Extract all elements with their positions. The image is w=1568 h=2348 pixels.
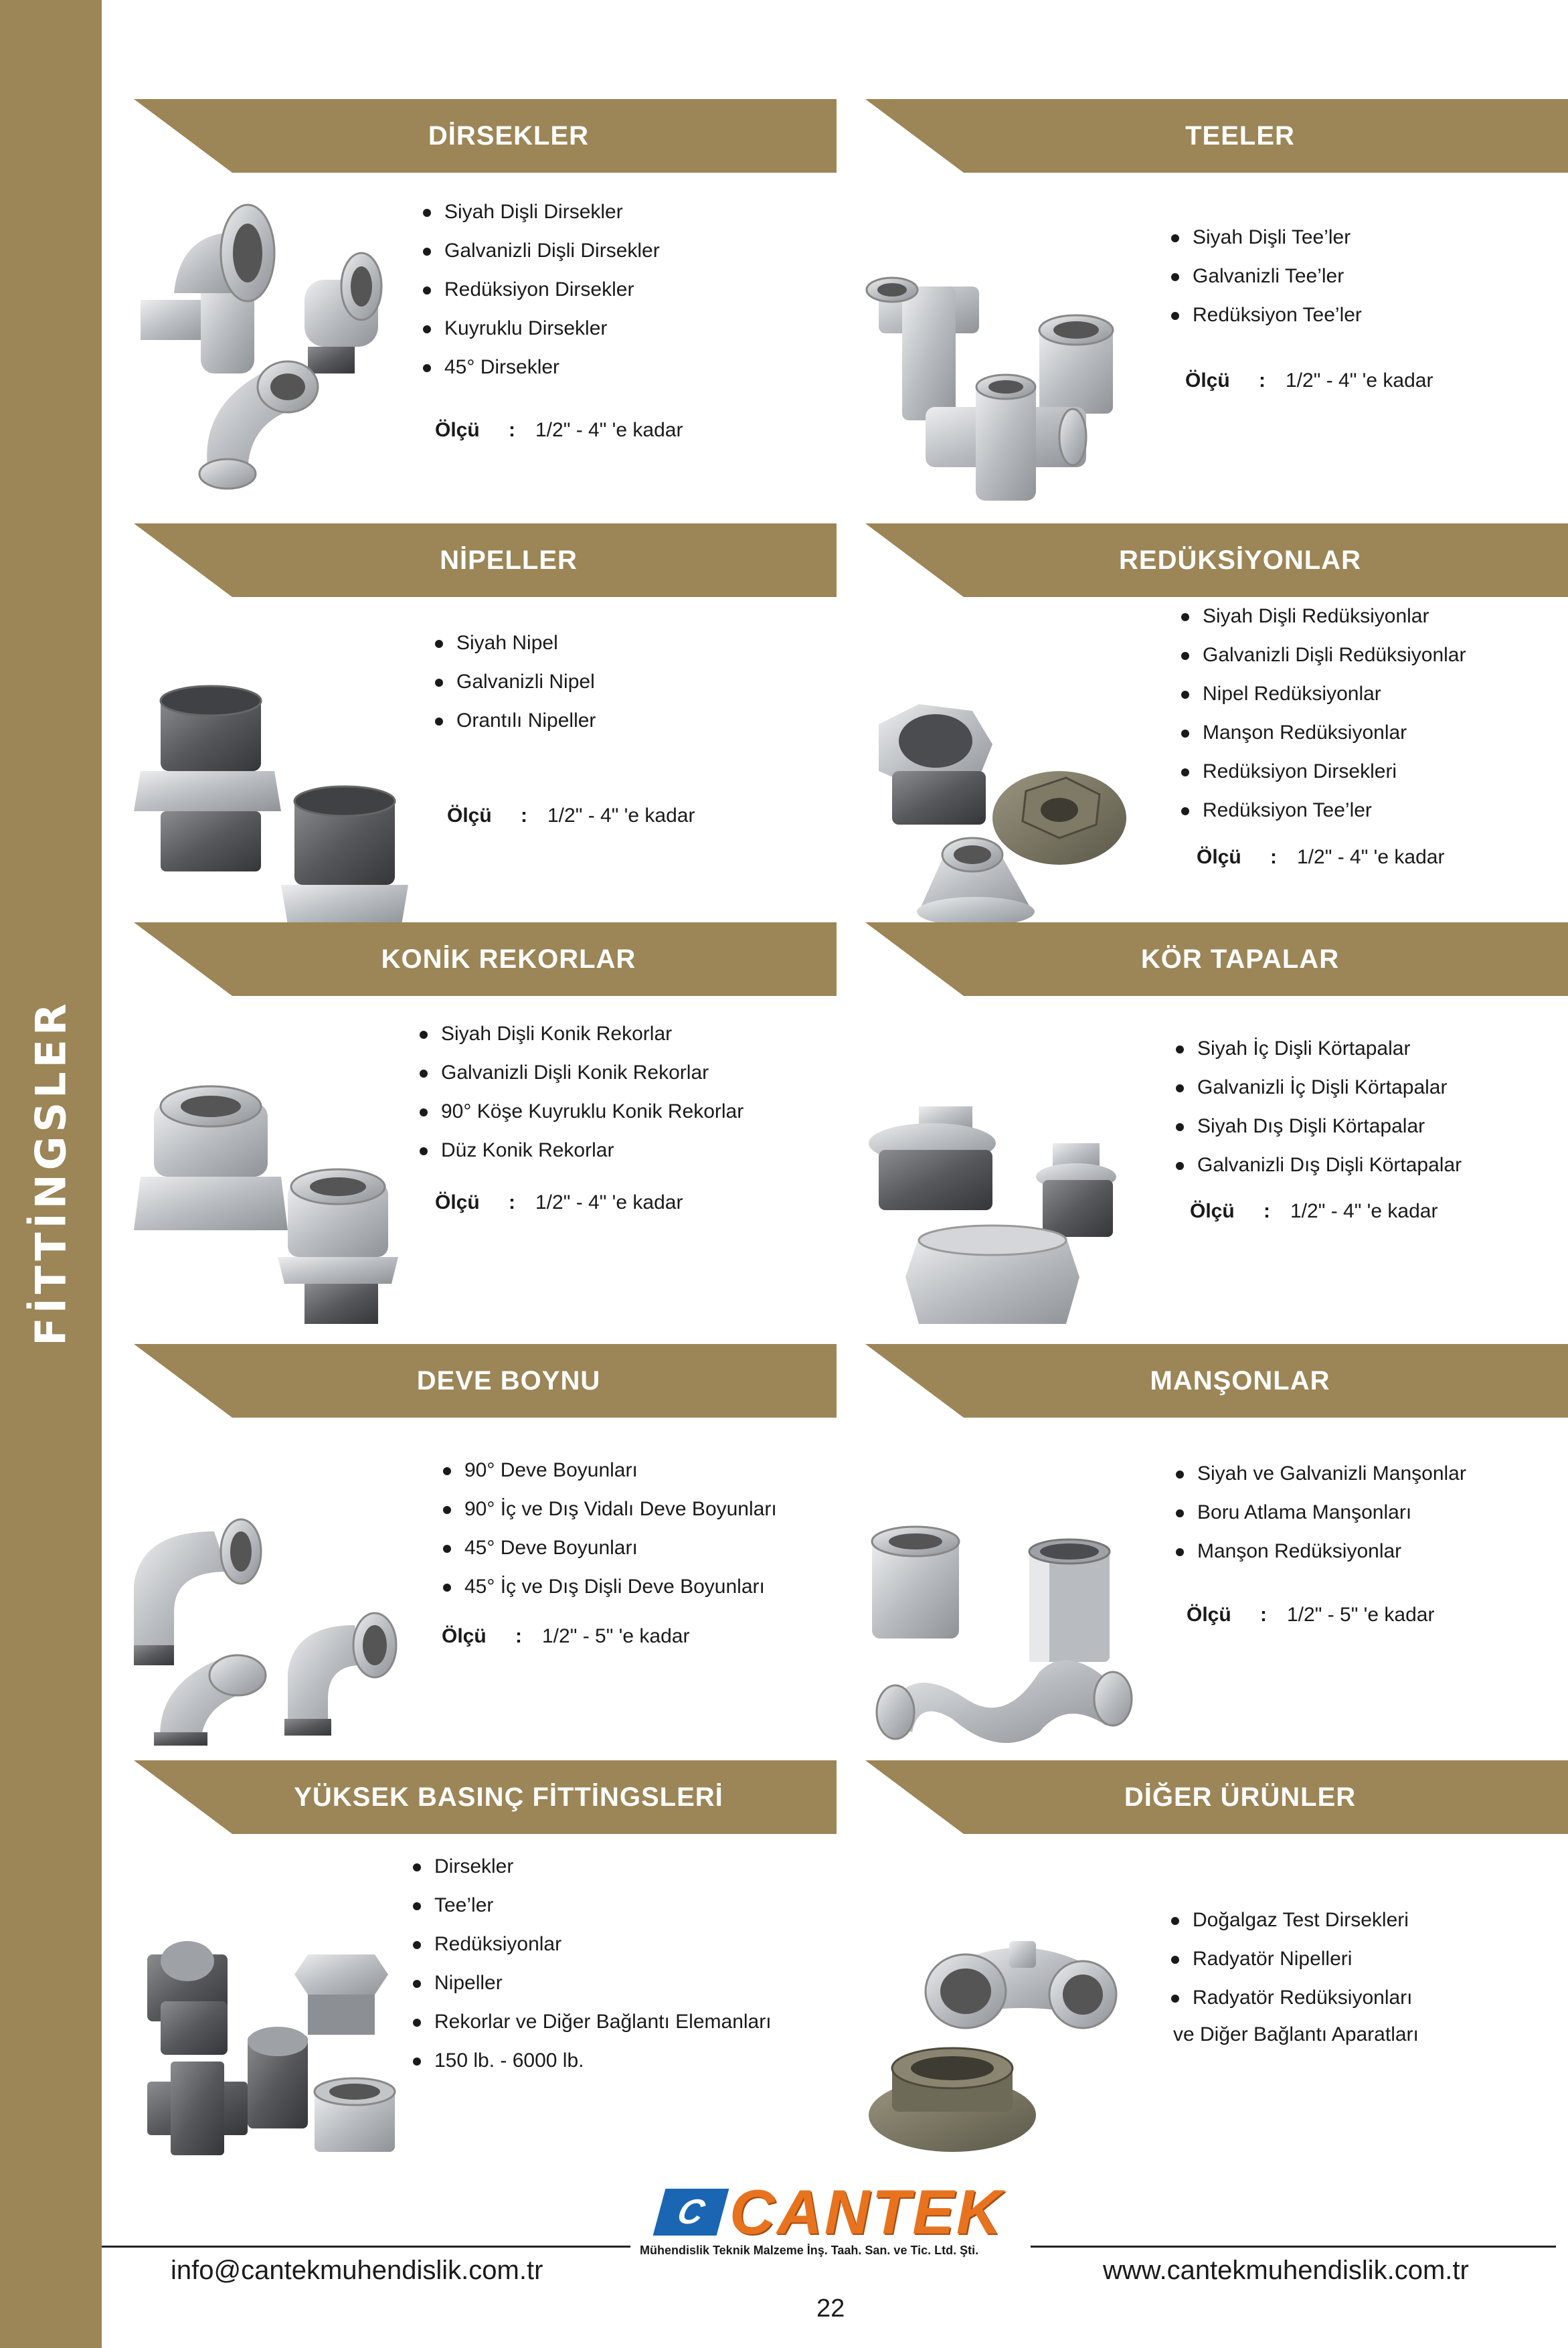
size-colon: : — [509, 1191, 515, 1213]
size-colon: : — [1259, 369, 1266, 392]
other-products-image — [865, 1847, 1146, 2162]
size-row — [447, 805, 695, 827]
section-title: NİPELLER — [440, 546, 578, 575]
section-title: TEELER — [1185, 121, 1295, 151]
size-value: 1/2" - 4" 'e kadar — [547, 805, 695, 827]
side-title: FİTTİNGSLER — [26, 999, 76, 1346]
footer-rule-left — [102, 2246, 630, 2248]
list-item: Siyah Nipel — [434, 624, 596, 663]
size-label: Ölçü — [447, 805, 492, 827]
section-kor-tapalar — [865, 922, 1568, 1324]
extra-line: ve Diğer Bağlantı Aparatları — [1173, 2023, 1419, 2045]
list-item: Manşon Redüksiyonlar — [1174, 1532, 1466, 1571]
list-item: Manşon Redüksiyonlar — [1180, 714, 1466, 752]
footer-website[interactable]: www.cantekmuhendislik.com.tr — [1103, 2256, 1469, 2285]
section-konik-rekorlar — [134, 922, 837, 1324]
item-list — [1174, 1454, 1466, 1571]
size-label: Ölçü — [435, 1191, 480, 1213]
list-item: Dirsekler — [412, 1847, 772, 1886]
list-item: Radyatör Nipelleri — [1170, 1940, 1413, 1979]
list-item: Kuyruklu Dirsekler — [422, 309, 660, 348]
item-list — [1180, 597, 1466, 830]
size-value: 1/2" - 4" 'e kadar — [535, 419, 683, 441]
section-nipeller — [134, 523, 837, 898]
size-label: Ölçü — [1185, 369, 1230, 392]
high-pressure-fittings-image — [134, 1847, 415, 2162]
size-colon: : — [1260, 1604, 1267, 1626]
list-item: Nipeller — [412, 1964, 772, 2003]
size-colon: : — [515, 1625, 522, 1647]
list-item: 45° Dirsekler — [422, 348, 660, 387]
section-teeler — [865, 99, 1568, 501]
size-label: Ölçü — [1190, 1200, 1235, 1222]
logo-text: CANTEK — [729, 2177, 1004, 2247]
list-item: Siyah İç Dişli Körtapalar — [1174, 1029, 1462, 1068]
size-value: 1/2" - 4" 'e kadar — [1286, 369, 1433, 392]
size-row — [435, 419, 683, 442]
list-item: Galvanizli Dişli Redüksiyonlar — [1180, 636, 1466, 675]
logo-mark-icon: C — [653, 2189, 729, 2236]
list-item: Galvanizli Dişli Dirsekler — [422, 232, 660, 270]
section-mansonlar — [865, 1344, 1568, 1746]
list-item: Galvanizli Tee’ler — [1170, 257, 1362, 296]
section-title: YÜKSEK BASINÇ FİTTİNGSLERİ — [294, 1782, 723, 1812]
list-item: Redüksiyon Tee’ler — [1180, 791, 1466, 830]
footer-rule-right — [1031, 2246, 1556, 2248]
plug-fittings-image — [865, 1009, 1146, 1324]
list-item: Redüksiyon Dirsekleri — [1180, 752, 1466, 791]
list-item: Tee’ler — [412, 1886, 772, 1925]
section-title: DİRSEKLER — [428, 121, 590, 151]
list-item: 150 lb. - 6000 lb. — [412, 2041, 772, 2080]
size-value: 1/2" - 4" 'e kadar — [535, 1191, 683, 1213]
footer-email[interactable]: info@cantekmuhendislik.com.tr — [171, 2256, 543, 2285]
item-list — [412, 1847, 772, 2080]
list-item: Siyah Dişli Dirsekler — [422, 193, 660, 232]
list-item: Rekorlar ve Diğer Bağlantı Elemanları — [412, 2003, 772, 2041]
size-row — [1197, 846, 1444, 869]
bend-fittings-image — [134, 1431, 415, 1746]
list-item: 90° İç ve Dış Vidalı Deve Boyunları — [442, 1490, 777, 1529]
union-fittings-image — [134, 1009, 415, 1324]
size-label: Ölçü — [442, 1625, 487, 1647]
size-value: 1/2" - 5" 'e kadar — [542, 1625, 690, 1647]
size-row — [1187, 1604, 1434, 1626]
size-value: 1/2" - 5" 'e kadar — [1287, 1604, 1435, 1626]
section-title: DEVE BOYNU — [416, 1366, 601, 1396]
list-item: Siyah Dişli Konik Rekorlar — [418, 1015, 744, 1054]
section-title: MANŞONLAR — [1150, 1366, 1330, 1396]
size-row — [442, 1625, 689, 1648]
list-item: Boru Atlama Manşonları — [1174, 1493, 1466, 1532]
list-item: 90° Köşe Kuyruklu Konik Rekorlar — [418, 1092, 744, 1131]
list-item: Düz Konik Rekorlar — [418, 1131, 744, 1170]
list-item: Siyah ve Galvanizli Manşonlar — [1174, 1454, 1466, 1493]
section-title: KÖR TAPALAR — [1140, 944, 1340, 974]
section-title: REDÜKSİYONLAR — [1119, 546, 1361, 575]
list-item: Galvanizli Dış Dişli Körtapalar — [1174, 1146, 1462, 1185]
tee-fittings-image — [865, 186, 1146, 501]
item-list — [434, 624, 596, 740]
reducer-fittings-image — [865, 610, 1146, 925]
list-item: Galvanizli Nipel — [434, 663, 596, 701]
size-label: Ölçü — [435, 419, 480, 441]
list-item: Doğalgaz Test Dirsekleri — [1170, 1901, 1413, 1940]
company-name: Mühendislik Teknik Malzeme İnş. Taah. San. ve Tic. Ltd. Şti. — [640, 2244, 979, 2257]
list-item: Redüksiyonlar — [412, 1925, 772, 1964]
section-diger-urunler — [865, 1760, 1568, 2162]
size-colon: : — [1264, 1200, 1270, 1222]
item-list — [418, 1015, 744, 1170]
list-item: 45° İç ve Dış Dişli Deve Boyunları — [442, 1568, 777, 1606]
section-reduksiyonlar — [865, 523, 1568, 898]
size-row — [1185, 369, 1433, 392]
size-label: Ölçü — [1197, 846, 1241, 868]
list-item: Siyah Dişli Redüksiyonlar — [1180, 597, 1466, 636]
list-item: 45° Deve Boyunları — [442, 1529, 777, 1568]
item-list — [422, 193, 660, 387]
elbow-fittings-image — [134, 186, 415, 501]
page-number: 22 — [816, 2294, 845, 2323]
coupling-fittings-image — [865, 1431, 1146, 1746]
list-item: Orantılı Nipeller — [434, 701, 596, 740]
size-row — [435, 1191, 683, 1214]
list-item: Galvanizli Dişli Konik Rekorlar — [418, 1054, 744, 1092]
size-value: 1/2" - 4" 'e kadar — [1290, 1200, 1438, 1222]
size-colon: : — [509, 419, 515, 441]
list-item: Redüksiyon Dirsekler — [422, 270, 660, 309]
size-label: Ölçü — [1187, 1604, 1231, 1626]
size-value: 1/2" - 4" 'e kadar — [1297, 846, 1445, 868]
list-item: Radyatör Redüksiyonları — [1170, 1979, 1413, 2017]
nipple-fittings-image — [134, 610, 415, 925]
section-yuksek-basinc — [134, 1760, 837, 2162]
section-deve-boynu — [134, 1344, 837, 1746]
size-row — [1190, 1200, 1438, 1223]
list-item: Siyah Dişli Tee’ler — [1170, 218, 1362, 257]
list-item: Nipel Redüksiyonlar — [1180, 675, 1466, 714]
section-title: KONİK REKORLAR — [381, 944, 636, 974]
section-title: DİĞER ÜRÜNLER — [1124, 1782, 1357, 1812]
item-list — [1170, 1901, 1413, 2017]
item-list — [442, 1451, 777, 1606]
list-item: 90° Deve Boyunları — [442, 1451, 777, 1490]
section-dirsekler — [134, 99, 837, 501]
item-list — [1174, 1029, 1462, 1185]
size-colon: : — [1270, 846, 1277, 868]
size-colon: : — [521, 805, 527, 827]
list-item: Galvanizli İç Dişli Körtapalar — [1174, 1068, 1462, 1107]
list-item: Redüksiyon Tee’ler — [1170, 296, 1362, 335]
item-list — [1170, 218, 1362, 335]
list-item: Siyah Dış Dişli Körtapalar — [1174, 1107, 1462, 1146]
company-logo — [636, 2177, 1037, 2262]
